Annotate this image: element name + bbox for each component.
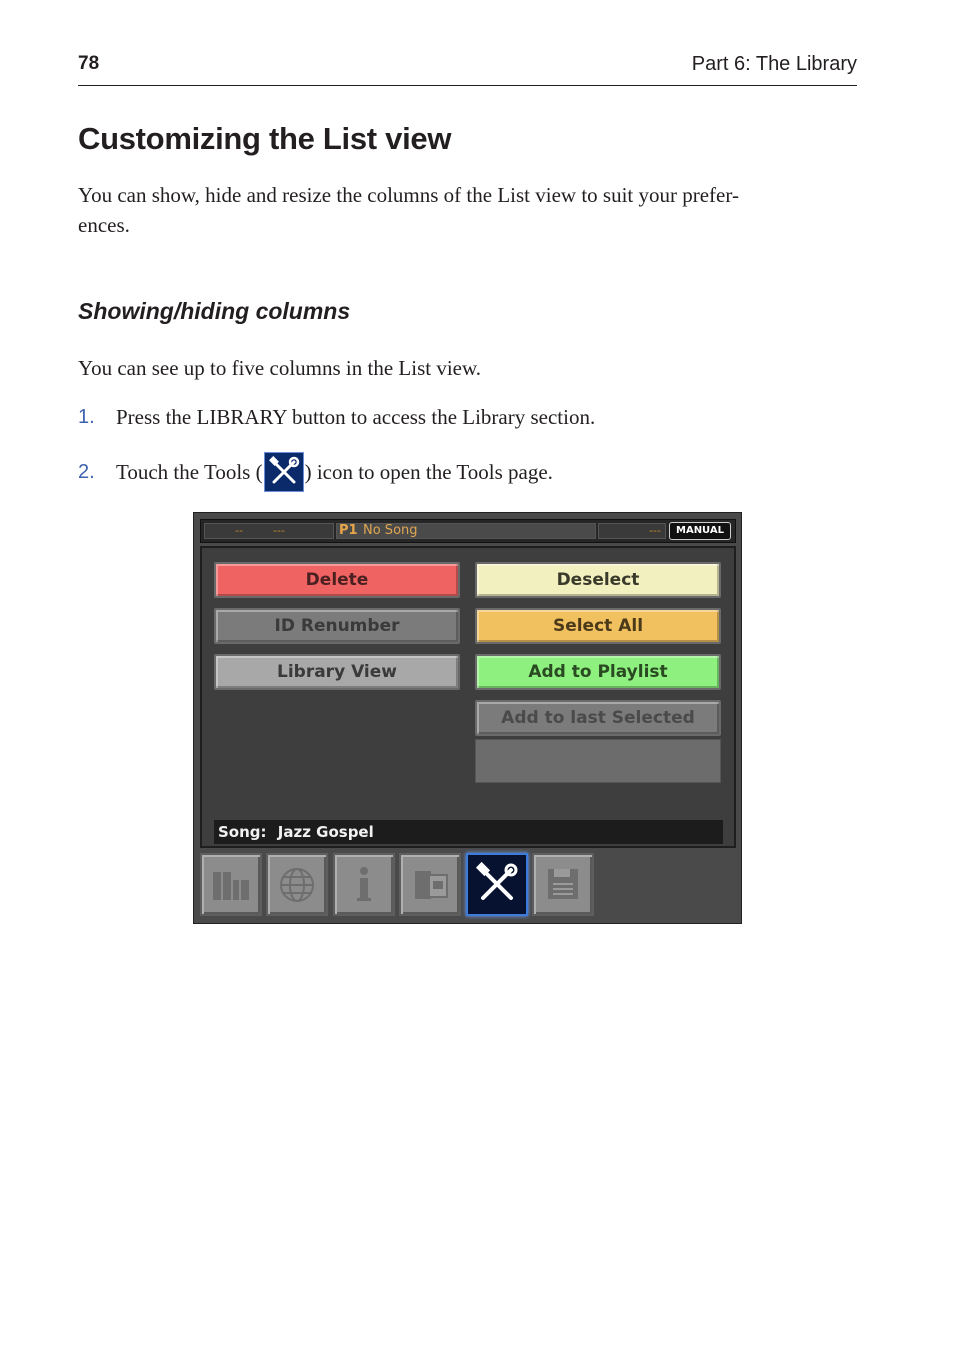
running-head: Part 6: The Library — [691, 53, 857, 75]
library-icon — [202, 855, 260, 914]
empty-slot — [475, 739, 721, 783]
song-status-line — [214, 820, 723, 844]
page-number: 78 — [78, 53, 100, 74]
globe-icon — [268, 855, 326, 914]
intro-line-1: You can show, hide and resize the columns of the List view to suit your prefer- — [78, 183, 739, 207]
tempo-segment — [204, 523, 334, 539]
song-segment — [336, 523, 596, 539]
deselect-button[interactable]: Deselect — [475, 562, 721, 598]
status-bar — [200, 519, 736, 543]
meter-segment — [598, 523, 666, 539]
tools-panel — [200, 546, 736, 848]
song-name: No Song — [363, 523, 418, 538]
add-to-playlist-button[interactable]: Add to Playlist — [475, 654, 721, 690]
left-dashes-2: --- — [273, 524, 285, 537]
tools-icon — [468, 855, 526, 914]
intro-line-2: ences. — [78, 213, 130, 237]
step-1 — [78, 405, 595, 430]
status-label: Song: — [218, 823, 267, 841]
section-heading: Showing/hiding columns — [78, 298, 351, 324]
tools-icon — [264, 452, 304, 492]
tools-tab[interactable] — [466, 853, 528, 916]
save-icon — [534, 855, 592, 914]
copy-icon — [401, 855, 459, 914]
save-tab[interactable] — [532, 853, 594, 916]
performance-label: P1 — [339, 523, 358, 538]
id-renumber-button[interactable]: ID Renumber — [214, 608, 460, 644]
page-title: Customizing the List view — [78, 121, 452, 156]
library-tab[interactable] — [200, 853, 262, 916]
status-value: Jazz Gospel — [277, 823, 374, 841]
select-all-button[interactable]: Select All — [475, 608, 721, 644]
add-to-last-selected-button[interactable]: Add to last Selected — [475, 700, 721, 736]
step-text-after: ) icon to open the Tools page. — [304, 459, 553, 484]
step-number: 1. — [78, 406, 95, 428]
body-paragraph: You can see up to five columns in the List view. — [78, 356, 482, 380]
step-2 — [78, 452, 553, 492]
delete-button[interactable]: Delete — [214, 562, 460, 598]
step-text: Press the LIBRARY button to access the Library section. — [116, 405, 596, 429]
right-dashes: --- — [649, 524, 661, 537]
tools-page-screenshot — [193, 512, 742, 924]
web-tab[interactable] — [266, 853, 328, 916]
copy-tab[interactable] — [399, 853, 461, 916]
step-number: 2. — [78, 460, 95, 483]
step-text-before: Touch the Tools ( — [116, 459, 263, 484]
library-view-button[interactable]: Library View — [214, 654, 460, 690]
left-dashes: -- — [235, 524, 243, 537]
mode-badge[interactable]: MANUAL — [669, 522, 731, 540]
info-icon — [335, 855, 393, 914]
header-rule — [78, 85, 857, 86]
info-tab[interactable] — [333, 853, 395, 916]
intro-paragraph — [78, 180, 858, 240]
